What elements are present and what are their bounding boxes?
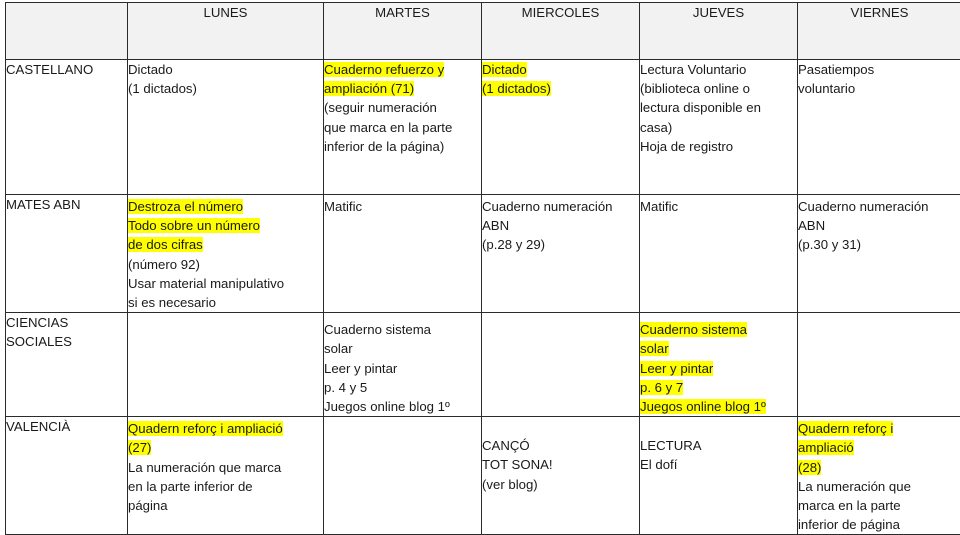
task-text: Hoja de registro — [640, 139, 733, 154]
task-text: (seguir numeración — [324, 100, 437, 115]
task-line — [640, 98, 797, 117]
task-line — [128, 197, 323, 216]
task-line — [640, 378, 797, 397]
task-line — [798, 235, 960, 254]
day-header-friday: VIERNES — [798, 3, 960, 60]
task-cell — [640, 417, 798, 535]
task-line — [324, 197, 481, 216]
highlighted-text: Cuaderno sistema — [640, 322, 747, 337]
day-header-wednesday: MIERCOLES — [482, 3, 640, 60]
highlighted-text: Dictado — [482, 62, 527, 77]
task-text: solar — [324, 341, 353, 356]
task-line — [128, 496, 323, 515]
highlighted-text: ampliación (71) — [324, 81, 414, 96]
task-line — [640, 339, 797, 358]
highlighted-text: de dos cifras — [128, 237, 203, 252]
task-text: Dictado — [128, 62, 173, 77]
task-cell — [640, 313, 798, 417]
task-line — [640, 397, 797, 416]
highlighted-text: Quadern reforç i — [798, 421, 893, 436]
task-line — [324, 397, 481, 416]
task-cell — [128, 313, 324, 417]
task-line — [324, 118, 481, 137]
task-text: (biblioteca online o — [640, 81, 750, 96]
task-text: en la parte inferior de — [128, 479, 253, 494]
task-line — [128, 216, 323, 235]
task-cell — [798, 60, 960, 195]
task-line — [640, 455, 797, 474]
task-line — [640, 197, 797, 216]
task-text: LECTURA — [640, 438, 702, 453]
subject-label: CIENCIAS SOCIALES — [6, 313, 128, 417]
task-text: página — [128, 498, 168, 513]
task-line — [482, 475, 639, 494]
task-line — [798, 496, 960, 515]
task-line — [640, 118, 797, 137]
task-line — [640, 137, 797, 156]
task-text: marca en la parte — [798, 498, 901, 513]
subject-label: VALENCIÀ — [6, 417, 128, 535]
task-line — [798, 79, 960, 98]
task-line — [128, 235, 323, 254]
task-text: (p.30 y 31) — [798, 237, 861, 252]
task-text: El dofí — [640, 457, 677, 472]
task-line — [640, 60, 797, 79]
task-cell — [324, 417, 482, 535]
task-line — [324, 137, 481, 156]
task-line — [482, 235, 639, 254]
highlighted-text: Todo sobre un número — [128, 218, 260, 233]
task-text: Usar material manipulativo — [128, 276, 284, 291]
task-cell — [798, 417, 960, 535]
task-cell — [128, 195, 324, 313]
highlighted-text: (27) — [128, 440, 151, 455]
task-text: ABN — [482, 218, 509, 233]
task-line — [798, 458, 960, 477]
task-cell — [482, 195, 640, 313]
task-text: inferior de página — [798, 517, 900, 532]
task-text: que marca en la parte — [324, 120, 452, 135]
task-line — [640, 436, 797, 455]
task-text: Pasatiempos — [798, 62, 874, 77]
task-text: (ver blog) — [482, 477, 538, 492]
task-text: lectura disponible en — [640, 100, 761, 115]
task-line — [640, 320, 797, 339]
task-cell — [482, 313, 640, 417]
task-text: (número 92) — [128, 257, 200, 272]
task-line — [798, 477, 960, 496]
task-text: inferior de la página) — [324, 139, 444, 154]
task-text: Leer y pintar — [324, 361, 397, 376]
task-line — [128, 274, 323, 293]
highlighted-text: Leer y pintar — [640, 361, 713, 376]
task-cell — [128, 417, 324, 535]
highlighted-text: Quadern reforç i ampliació — [128, 421, 283, 436]
task-line — [324, 320, 481, 339]
task-line — [798, 60, 960, 79]
task-line — [128, 79, 323, 98]
task-line — [324, 79, 481, 98]
highlighted-text: p. 6 y 7 — [640, 380, 683, 395]
day-header-tuesday: MARTES — [324, 3, 482, 60]
task-text: La numeración que — [798, 479, 911, 494]
task-line — [128, 293, 323, 312]
task-text: voluntario — [798, 81, 855, 96]
highlighted-text: solar — [640, 341, 669, 356]
table-row-castellano — [6, 60, 960, 195]
task-text: si es necesario — [128, 295, 216, 310]
task-line — [128, 438, 323, 457]
task-line — [798, 216, 960, 235]
day-header-monday: LUNES — [128, 3, 324, 60]
task-text: La numeración que marca — [128, 460, 281, 475]
task-line — [482, 60, 639, 79]
day-header-thursday: JUEVES — [640, 3, 798, 60]
highlighted-text: (28) — [798, 460, 821, 475]
task-text: TOT SONA! — [482, 457, 553, 472]
task-line — [482, 197, 639, 216]
task-text: Juegos online blog 1º — [324, 399, 450, 414]
table-row-valencia — [6, 417, 960, 535]
task-cell — [324, 313, 482, 417]
task-line — [482, 79, 639, 98]
task-line — [640, 79, 797, 98]
highlighted-text: Juegos online blog 1º — [640, 399, 766, 414]
task-line — [128, 419, 323, 438]
table-row-ciencias-sociales — [6, 313, 960, 417]
task-text: Matific — [640, 199, 678, 214]
task-text: CANÇÓ — [482, 438, 530, 453]
task-cell — [798, 313, 960, 417]
task-text: Cuaderno numeración — [482, 199, 613, 214]
task-cell — [324, 195, 482, 313]
header-row — [6, 3, 960, 60]
weekly-schedule-table — [5, 2, 960, 535]
task-line — [482, 436, 639, 455]
highlighted-text: Destroza el número — [128, 199, 243, 214]
task-cell — [640, 60, 798, 195]
highlighted-text: ampliació — [798, 440, 854, 455]
task-line — [324, 359, 481, 378]
task-line — [324, 339, 481, 358]
task-text: ABN — [798, 218, 825, 233]
task-line — [798, 515, 960, 534]
task-line — [128, 60, 323, 79]
task-text: Lectura Voluntario — [640, 62, 746, 77]
task-line — [640, 359, 797, 378]
task-text: p. 4 y 5 — [324, 380, 367, 395]
task-line — [324, 98, 481, 117]
task-line — [128, 477, 323, 496]
highlighted-text: Cuaderno refuerzo y — [324, 62, 444, 77]
task-line — [128, 255, 323, 274]
task-cell — [640, 195, 798, 313]
task-cell — [482, 417, 640, 535]
task-line — [128, 458, 323, 477]
task-text: Matific — [324, 199, 362, 214]
task-line — [798, 438, 960, 457]
task-line — [324, 378, 481, 397]
corner-cell — [6, 3, 128, 60]
task-text: casa) — [640, 120, 672, 135]
task-cell — [798, 195, 960, 313]
task-cell — [128, 60, 324, 195]
task-text: Cuaderno numeración — [798, 199, 929, 214]
task-text: (1 dictados) — [128, 81, 197, 96]
task-cell — [324, 60, 482, 195]
subject-label: CASTELLANO — [6, 60, 128, 195]
task-text: (p.28 y 29) — [482, 237, 545, 252]
task-line — [324, 60, 481, 79]
task-line — [798, 419, 960, 438]
task-cell — [482, 60, 640, 195]
subject-label: MATES ABN — [6, 195, 128, 313]
table-row-mates-abn — [6, 195, 960, 313]
highlighted-text: (1 dictados) — [482, 81, 551, 96]
task-line — [798, 197, 960, 216]
task-line — [482, 216, 639, 235]
task-text: Cuaderno sistema — [324, 322, 431, 337]
task-line — [482, 455, 639, 474]
